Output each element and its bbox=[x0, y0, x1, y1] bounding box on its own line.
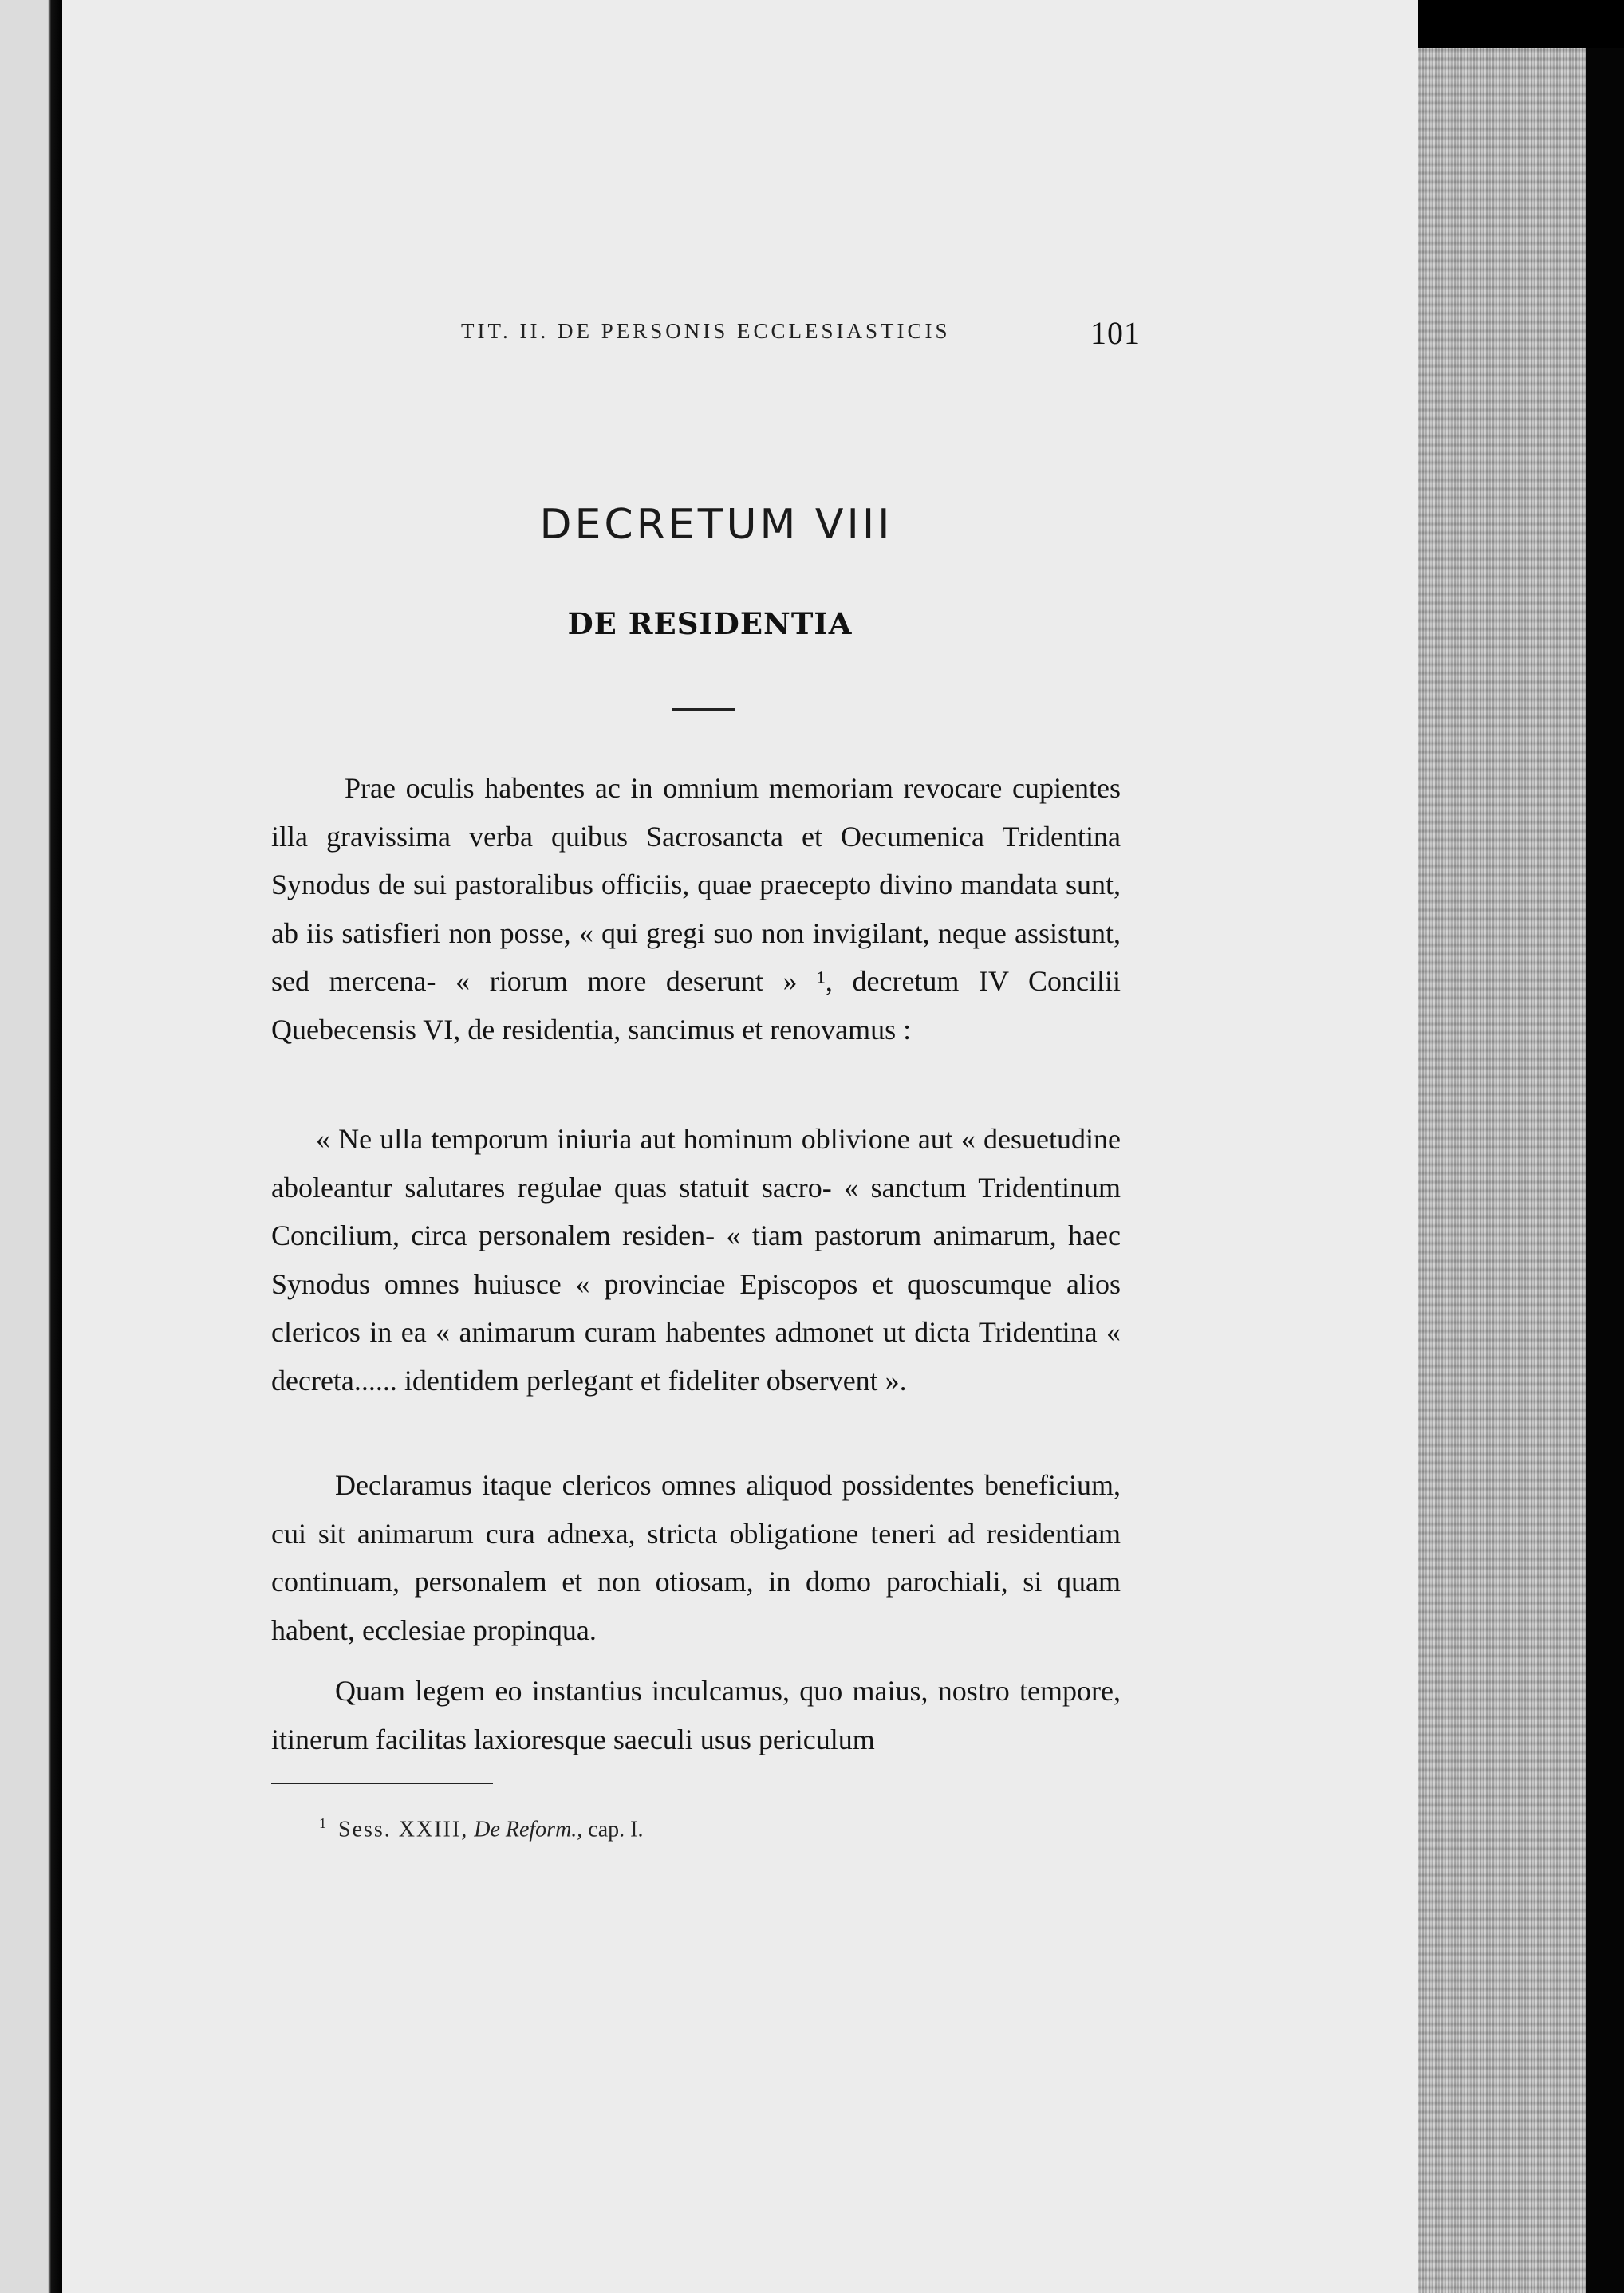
book-page-edges bbox=[1418, 48, 1586, 2293]
footnote-work: De Reform., bbox=[474, 1817, 583, 1842]
scan-top-right-border bbox=[1418, 0, 1624, 48]
paragraph-quoted-decree: « Ne ulla temporum iniuria aut hominum oblivione aut « desuetudine aboleantur salutares regulae quas statuit sacro- « sanctum Tridentinum Concilium, circa personalem residen- « tiam pastorum animarum, haec Synodus omnes huiusce « provinciae Episcopos et quoscumque alios clericos in ea « animarum curam habentes admonet ut dicta Tridentina « decreta...... identidem perlegant et fideliter observent ». bbox=[271, 1123, 1121, 1397]
paragraph-continuation: Quam legem eo instantius inculcamus, quo maius, nostro tempore, itinerum facilitas laxioresque saeculi usus periculum bbox=[271, 1675, 1121, 1755]
paragraph-declaration: Declaramus itaque clericos omnes aliquod possidentes beneficium, cui sit animarum cura adnexa, stricta obligatione teneri ad residentiam continuam, personalem et non otiosam, in domo parochiali, si quam habent, ecclesiae propinqua. bbox=[271, 1469, 1121, 1646]
scan-left-border bbox=[0, 0, 62, 2293]
footnote-session: Sess. XXIII, bbox=[338, 1817, 469, 1842]
running-head bbox=[319, 315, 1141, 354]
decree-title: DECRETUM VIII bbox=[539, 501, 893, 549]
running-head-title: TIT. II. DE PERSONIS ECCLESIASTICIS bbox=[461, 319, 951, 343]
footnote-marker: 1 bbox=[319, 1815, 326, 1831]
footnote-divider bbox=[271, 1783, 493, 1784]
footnote-chapter: cap. I. bbox=[588, 1817, 644, 1842]
paragraph-preamble: Prae oculis habentes ac in omnium memoriam revocare cupientes illa gravissima verba quibus Sacrosancta et Oecumenica Tridentina Synodus de sui pastoralibus officiis, quae praecepto divino mandata sunt, ab iis satisfieri non posse, « qui gregi suo non invigilant, neque assistunt, sed mercena- « riorum more deserunt » ¹, decretum IV Concilii Quebecensis VI, de residentia, sancimus et renovamus : bbox=[271, 772, 1121, 1046]
page-number: 101 bbox=[1090, 315, 1141, 351]
footnote bbox=[319, 1815, 643, 1842]
title-divider bbox=[672, 708, 735, 711]
decree-subtitle: DE RESIDENTIA bbox=[567, 606, 853, 641]
scan-right-border bbox=[1586, 48, 1624, 2293]
